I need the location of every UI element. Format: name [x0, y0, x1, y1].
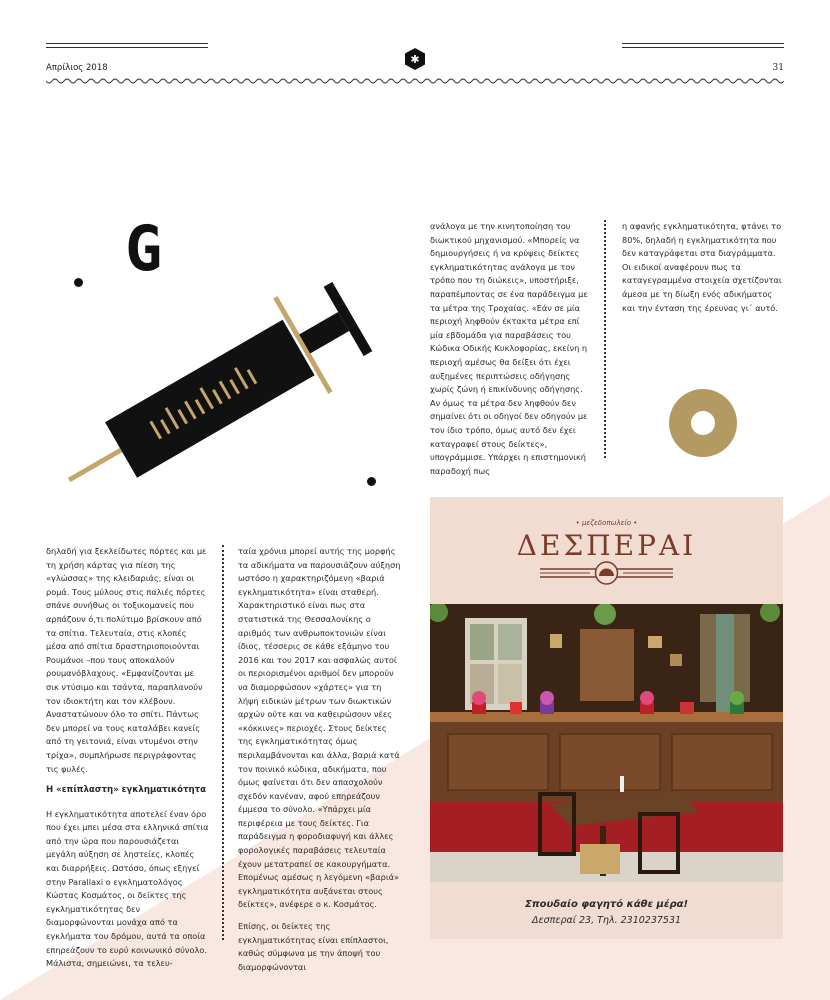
ad-restaurant-name: ΔΕΣΠΕΡΑΙ [516, 529, 697, 562]
bottom-article-column-1 [46, 545, 209, 979]
bottom-article-column-2 [238, 545, 404, 982]
restaurant-interior-photo [430, 604, 783, 882]
syringe-illustration [60, 270, 390, 500]
decorative-gold-ring [669, 389, 737, 457]
article-paragraph: Επίσης, οι δείκτες της εγκληματικότητας είναι επίπλαστοι, καθώς σύμφωνα με την άποψή του διαμορφώνονται [238, 921, 389, 972]
ad-subtitle: μεζεδοπωλείο [581, 519, 632, 527]
header-date: Απρίλιος 2018 [46, 63, 108, 73]
hexagon-star-icon [403, 47, 427, 71]
header-rule-left [46, 43, 208, 48]
column-separator [604, 220, 606, 458]
article-paragraph: Η εγκληματικότητα αποτελεί έναν όρο που έχει μπει μέσα στα ελληνικά σπίτια από την ώρα που παρουσιάζεται μεγάλη αύξηση σε ληστείες, κλοπές και διαρρήξεις. Ωστόσο, όπως εξηγεί στην Parallaxi ο εγκληματολόγος Κώστας Κοσμάτος, οι δείκτες της εγκληματικότητας δεν διαμορφώνονται μονάχα από τα εγκλήματα του δρόμου, αυτά τα οποία επηρεάζουν το ευρύ κοινωνικό σύνολο. Μάλιστα, σημειώνει, τα τελευ- [46, 808, 209, 969]
ad-address: Δεσπεραί 23, Τηλ. 2310237531 [531, 915, 682, 926]
top-article-column-1: ανάλογα με την κινητοποίηση του διωκτικού μηχανισμού. «Μπορείς να δημιουργήσεις ή να κρύψεις δείκτες εγκληματικότητας ανάλογα με τον τρόπο που τη διώκεις», υποστήριξε, παραπέμποντας σε ένα παράδειγμα με τα μέτρα της Τροχαίας. «Εάν σε μία περιοχή ληφθούν έκτακτα μέτρα επί μία εβδομάδα για παραβάσεις του Κώδικα Οδικής Κυκλοφορίας, εκείνη η περιοχή αμέσως θα δείξει ότι έχει αυξημένες περιπτώσεις οδήγησης χωρίς ζώνη ή επικίνδυνης οδήγησης. Αν όμως τα μέτρα δεν ληφθούν δεν σημαίνει ότι οι οδηγοί δεν οδηγούν με τον ίδιο τρόπο, όμως αυτό δεν έχει καταγραφεί στους δείκτες», υπογράμμισε. Υπάρχει η επιστημονική παραδοχή πως [430, 221, 588, 476]
column-separator [222, 545, 224, 940]
article-subheading: Η «επίπλαστη» εγκληματικότητα [46, 785, 207, 796]
ad-tagline: Σπουδαίο φαγητό κάθε μέρα! [524, 899, 689, 910]
restaurant-advertisement [430, 497, 783, 939]
svg-text:✱: ✱ [410, 53, 420, 66]
top-article-column-2: η αφανής εγκληματικότητα, φτάνει το 80%, δηλαδή η εγκληματικότητα που δεν καταγράφεται στα διαγράμματα. Οι ειδικοί αναφέρουν πως τα καταγεγραμμένα στοιχεία σχετίζονται άμεσα με τη δίωξη ενός αδικήματος και την ένταση της έρευνας γι΄ αυτό. [622, 221, 782, 313]
article-paragraph: δηλαδή για ξεκλείδωτες πόρτες και με τη χρήση κάρτας για πίεση της «γλώσσας» της κλειδαριάς, είναι οι ρομά. Τους μύλους στις παλιές πόρτες σπάνε συνήθως οι τοξικομανείς που αρπάζουν ό,τι πολύτιμο βρίσκουν από τα σπίτια. Τελευταία, στις κλοπές μέσα από σπίτια δραστηριοποιούνται Ρουμάνοι –που τους αποκαλούν ρουμανόβλαχους. «Εμφανίζονται με σικ ντύσιμο και τσάντα, παραπλανούν τον ιδιοκτήτη και τον κλέβουν. Αναστατώνουν όλο το σπίτι. Πάντως δεν μπορεί να τους καταλάβει κανείς από τη γειτονιά, είναι ντυμένοι στην τρίχα», συμπλήρωσε περιγράφοντας τις φυλές. [46, 546, 207, 774]
ad-logo-subtitle: • μεζεδοπωλείο • [575, 519, 638, 527]
header-rule-right [622, 43, 784, 48]
header-wavy-rule [46, 78, 784, 88]
ad-logo-emblem [540, 561, 673, 587]
page-number: 31 [772, 63, 784, 73]
article-paragraph: ταία χρόνια μπορεί αυτής της μορφής τα αδικήματα να παρουσιάζουν αύξηση ωστόσο η χαρακτηριζόμενη «βαριά εγκληματικότητα» είναι σταθερή. Χαρακτηριστικό είναι πως στα στατιστικά της Θεσσαλονίκης ο αριθμός των ανθρωποκτονιών είναι ίδιος, τέσσερις σε κάθε εξάμηνο του 2016 και του 2017 και ασφαλώς αυτοί οι περιορισμένοι αριθμοί δεν μπορούν να διαμορφώσουν «χάρτες» για τη λήψη ειδικών μέτρων των διωκτικών αρχών ούτε και να καθειρώσουν νέες «κόκκινες» περιοχές. Στους δείκτες της εγκληματικότητας όμως περιλαμβάνονται και άλλα, βαριά κατά τον ποινικό κώδικα, αδικήματα, που όμως φαίνεται ότι δεν απασχολούν σχεδόν κανέναν, αφού επηρεάζουν έμμεσα το σύνολο. «Υπάρχει μία περιφέρεια με τους δείκτες. Για παράδειγμα η φοροδιαφυγή και άλλες φορολογικές παραβάσεις τελευταία έχουν μετατραπεί σε κακουργήματα. Επομένως αμέσως η λεγόμενη «βαριά» εγκληματικότητα αυξάνεται στους δείκτες», ανέφερε ο κ. Κοσμάτος. [238, 546, 401, 910]
decorative-big-letter: G [125, 212, 163, 285]
